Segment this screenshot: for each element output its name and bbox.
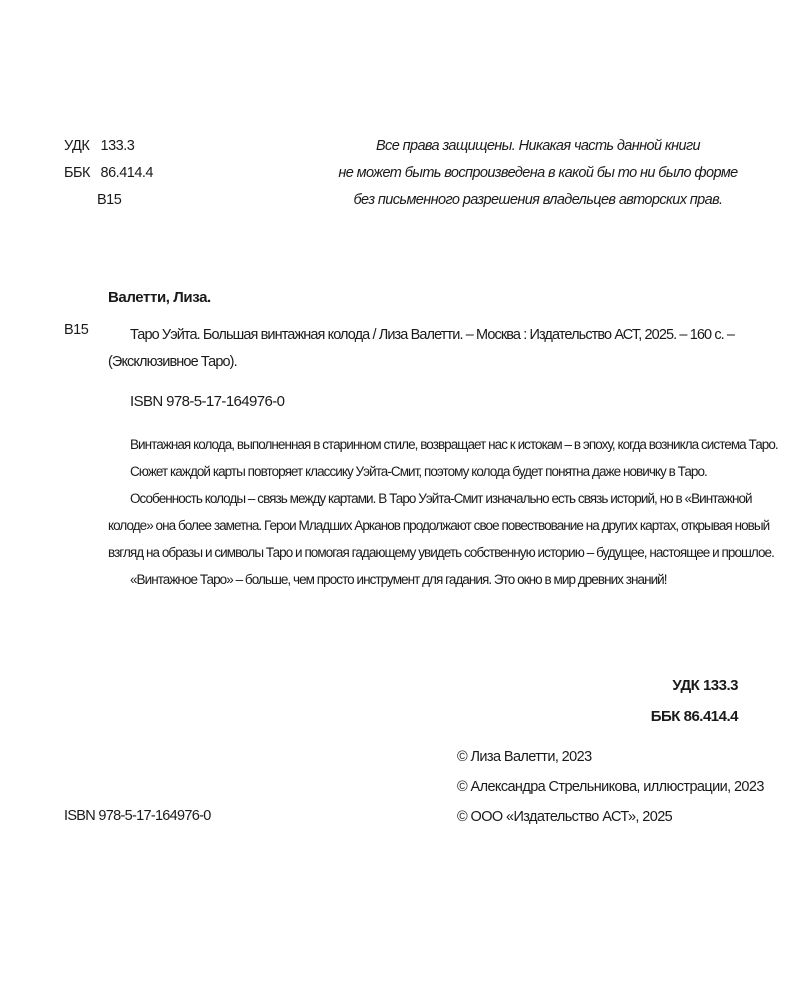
copyright-block xyxy=(457,742,764,832)
annotation-line: Сюжет каждой карты повторяет классику Уэйта-Смит, поэтому колода будет понятна даже новичку в Таро. xyxy=(130,464,707,479)
udk-row xyxy=(64,133,153,160)
copyright-line: © Лиза Валетти, 2023 xyxy=(457,749,592,765)
rights-line: не может быть воспроизведена в какой бы то ни было форме xyxy=(338,165,738,181)
annotation-line: «Винтажное Таро» – больше, чем просто инструмент для гадания. Это окно в мир древних знаний! xyxy=(130,572,667,587)
rights-line: без письменного разрешения владельцев авторских прав. xyxy=(353,192,723,208)
annotation xyxy=(108,431,778,593)
biblio-line: (Эксклюзивное Таро). xyxy=(108,354,237,370)
biblio-line: Таро Уэйта. Большая винтажная колода / Лиза Валетти. – Москва : Издательство АСТ, 2025. – 160 с. – xyxy=(130,327,735,343)
author-heading: Валетти, Лиза. xyxy=(108,289,211,306)
copyright-line: © ООО «Издательство АСТ», 2025 xyxy=(457,809,673,825)
author-mark: В15 xyxy=(97,192,122,208)
annotation-line: колоде» она более заметна. Герои Младших Арканов продолжают свое повествование на других картах, открывая новый xyxy=(108,518,770,533)
udk-value: 133.3 xyxy=(100,138,135,154)
isbn-bottom: ISBN 978-5-17-164976-0 xyxy=(64,808,211,824)
bbk-label: ББК xyxy=(64,165,90,181)
bbk-code: ББК 86.414.4 xyxy=(650,708,738,725)
author-mark-left: В15 xyxy=(64,322,89,338)
udk-label: УДК xyxy=(64,138,90,154)
bibliographic-record xyxy=(108,322,742,376)
isbn: ISBN 978-5-17-164976-0 xyxy=(130,393,285,410)
classification-codes-right xyxy=(651,670,738,732)
udk-code: УДК 133.3 xyxy=(672,677,738,694)
bbk-row xyxy=(64,160,153,187)
bbk-value: 86.414.4 xyxy=(100,165,153,181)
copyright-line: © Александра Стрельникова, иллюстрации, 2023 xyxy=(457,779,764,795)
annotation-line: Винтажная колода, выполненная в старинном стиле, возвращает нас к истокам – в эпоху, когда возникла система Таро. xyxy=(130,437,778,452)
classification-codes xyxy=(64,133,153,214)
annotation-line: Особенность колоды – связь между картами. В Таро Уэйта-Смит изначально есть связь историй, но в «Винтажной xyxy=(130,491,752,506)
annotation-line: взгляд на образы и символы Таро и помогая гадающему увидеть собственную историю – будущее, настоящее и прошлое. xyxy=(108,545,774,560)
rights-notice xyxy=(338,133,738,214)
rights-line: Все права защищены. Никакая часть данной книги xyxy=(375,138,700,154)
